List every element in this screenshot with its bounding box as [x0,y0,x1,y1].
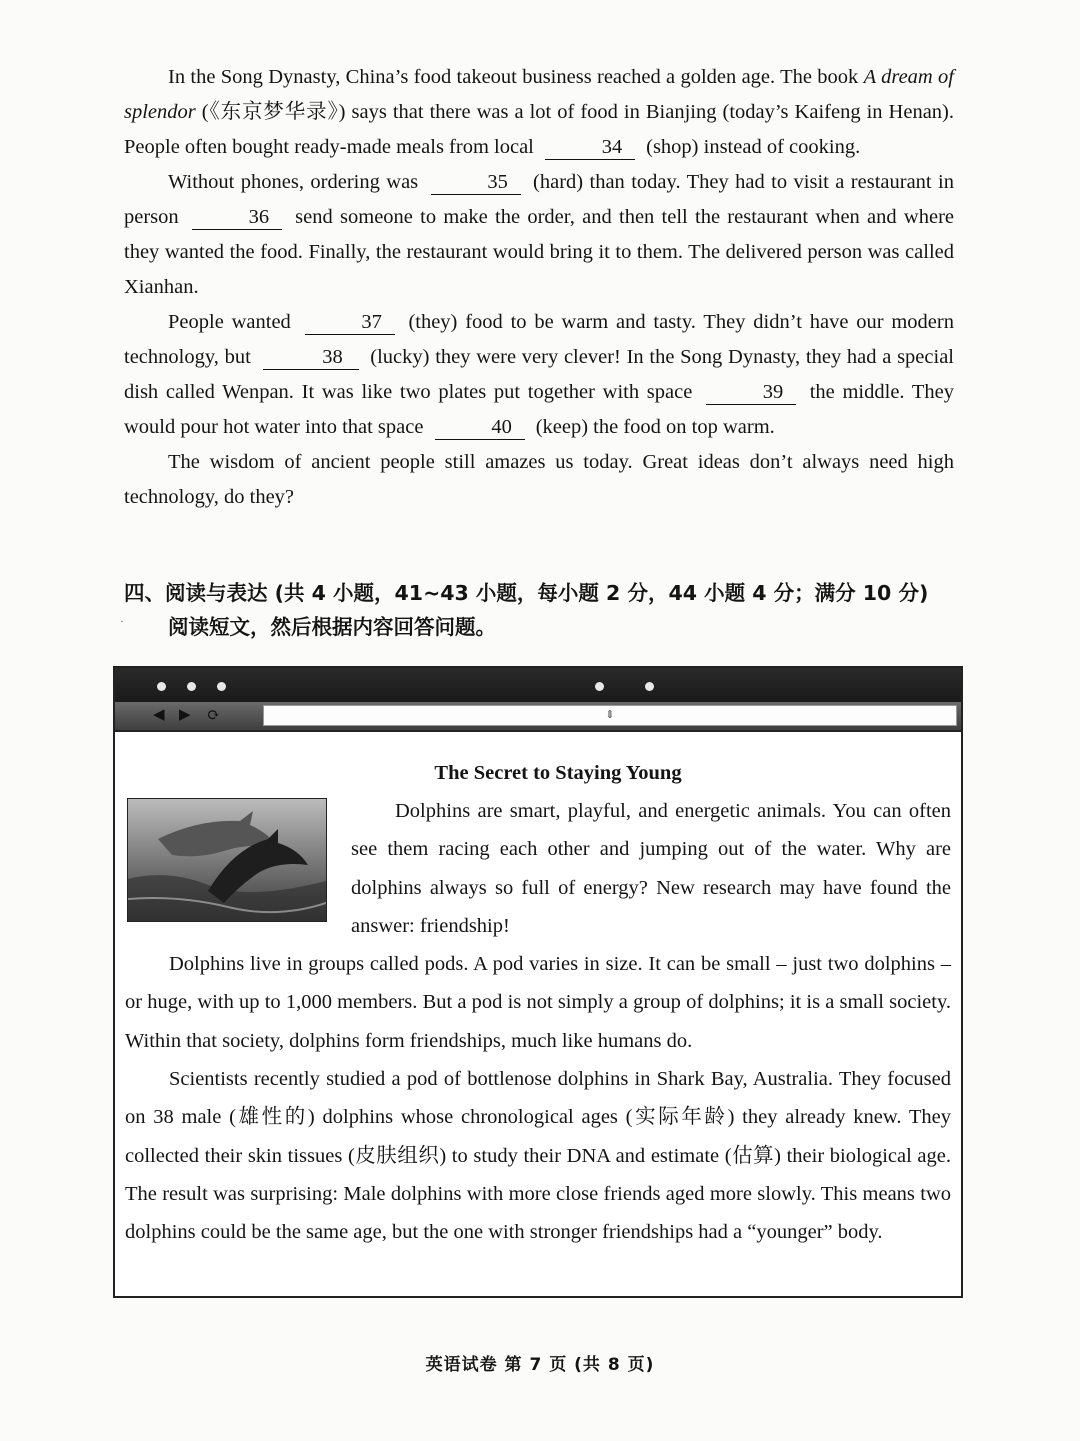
passage-paragraph-1 [124,60,954,165]
back-arrow-icon[interactable]: ◀ [153,707,165,723]
window-close-dot[interactable] [157,682,166,691]
article-paragraph-1: Dolphins are smart, playful, and energetic animals. You can often see them racing each other and jumping out of the water. Why are dolphins always so full of energy? New research may have found the answer: friendship! [351,800,951,937]
section-heading: 四、阅读与表达 (共 4 小题，41~43 小题，每小题 2 分，44 小题 4 分；满分 10 分) [124,581,929,605]
text: (hard) than today. They had to visit a restaurant in person [124,171,954,228]
section-instruction: 阅读短文，然后根据内容回答问题。 [168,615,496,639]
browser-titlebar [115,668,961,702]
cloze-passage [124,60,954,515]
blank-39[interactable]: 39 [706,380,796,405]
passage-paragraph-4: The wisdom of ancient people still amazes us today. Great ideas don’t always need high technology, do they? [124,451,954,508]
text: (keep) the food on top warm. [530,416,775,438]
article-title: The Secret to Staying Young [434,762,682,784]
text: (lucky) they were very clever! In the Song Dynasty, they had a special dish called Wenpan. It was like two plates put together with space [124,346,954,403]
text: (《东京梦华录》) says that there was a lot of food in Bianjing (today’s Kaifeng in Henan). People often bought ready-made meals from local [124,101,954,158]
refresh-icon[interactable]: ⟳ [207,707,221,724]
dolphin-photo [127,798,327,922]
text: People wanted [168,311,299,333]
blank-40[interactable]: 40 [435,415,525,440]
book-title: A dream of splendor [124,66,955,123]
text: the middle. They would pour hot water into that space [124,381,955,438]
browser-window [113,666,963,1298]
address-bar[interactable] [263,705,957,726]
blank-34[interactable]: 34 [545,135,635,160]
article-paragraph-2: Dolphins live in groups called pods. A pod varies in size. It can be small – just two dolphins – or huge, with up to 1,000 members. But a pod is not simply a group of dolphins; it is a small society. Within that society, dolphins form friendships, much like humans do. [125,953,951,1052]
passage-paragraph-2 [124,165,954,305]
text: send someone to make the order, and then tell the restaurant when and where they wanted the food. Finally, the restaurant would bring it to them. The delivered person was called Xianhan. [124,206,954,298]
section-four [124,576,928,644]
tab-dot-icon [645,682,654,691]
tab-dot-icon [595,682,604,691]
article-paragraph-3: Scientists recently studied a pod of bottlenose dolphins in Shark Bay, Australia. They focused on 38 male (雄性的) dolphins whose chronological ages (实际年龄) they already knew. They collected their skin tissues (皮肤组织) to study their DNA and estimate (估算) their biological age. The result was surprising: Male dolphins with more close friends aged more slowly. This means two dolphins could be the same age, but the one with stronger friendships had a “younger” body. [125,1068,951,1244]
blank-38[interactable]: 38 [263,345,359,370]
browser-toolbar [115,702,961,732]
text: (shop) instead of cooking. [641,136,861,158]
address-cursor: ⇕ [605,709,615,721]
text: In the Song Dynasty, China’s food takeout business reached a golden age. The book [168,66,864,88]
blank-35[interactable]: 35 [431,170,521,195]
passage-paragraph-3 [124,305,954,445]
text: (they) food to be warm and tasty. They didn’t have our modern technology, but [124,311,954,368]
page-footer: 英语试卷 第 7 页 (共 8 页) [425,1355,655,1375]
window-minimize-dot[interactable] [187,682,196,691]
forward-arrow-icon[interactable]: ▶ [179,707,191,723]
blank-36[interactable]: 36 [192,205,282,230]
article [125,754,951,1252]
window-maximize-dot[interactable] [217,682,226,691]
dolphin-image [128,799,326,921]
blank-37[interactable]: 37 [305,310,395,335]
stray-mark: · [120,614,124,628]
text: Without phones, ordering was [168,171,425,193]
